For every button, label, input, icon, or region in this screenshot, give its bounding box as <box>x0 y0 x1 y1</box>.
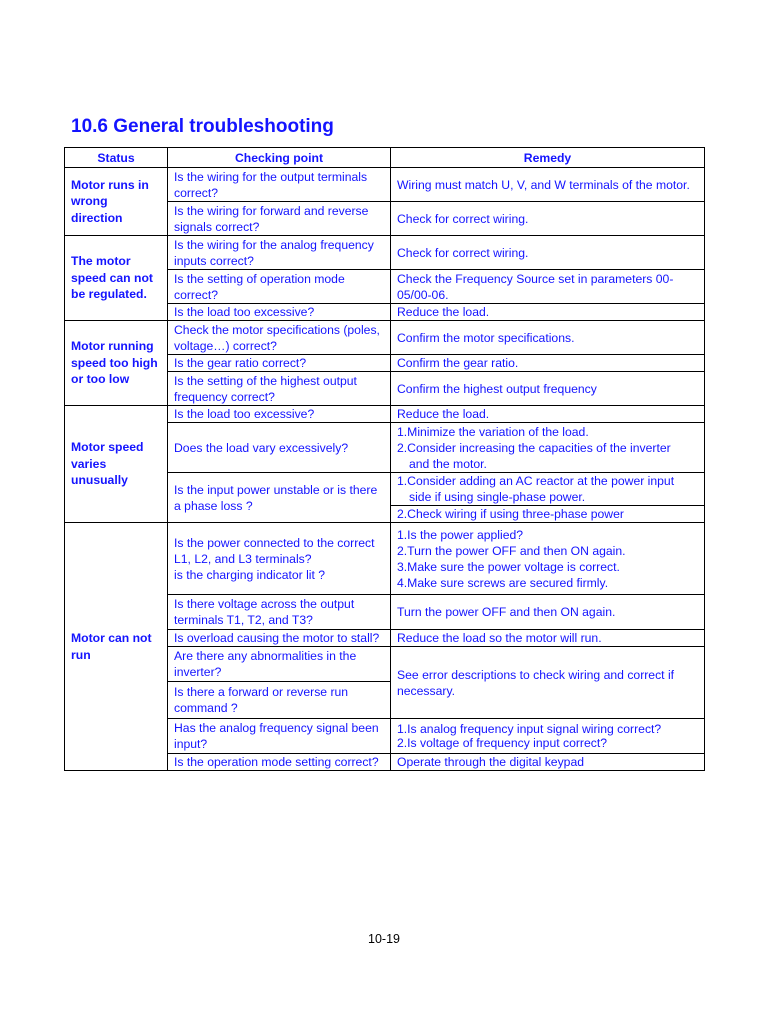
status-header: Status <box>65 148 168 168</box>
remedy-cell: Check the Frequency Source set in parameters 00-05/00-06. <box>391 270 705 304</box>
remedy-line: 1.Minimize the variation of the load. <box>397 424 589 439</box>
remedy-line: 3.Make sure the power voltage is correct. <box>397 559 620 574</box>
table-row <box>65 236 705 270</box>
checking-point-cell: Is the gear ratio correct? <box>168 355 391 372</box>
checking-point-cell: Is the load too excessive? <box>168 406 391 423</box>
remedy-header: Remedy <box>391 148 705 168</box>
checking-point-cell: Has the analog frequency signal been input? <box>168 719 391 754</box>
remedy-cell: Confirm the motor specifications. <box>391 321 705 355</box>
checking-point-cell: Are there any abnormalities in the inverter? <box>168 647 391 682</box>
remedy-cell <box>391 523 705 595</box>
checking-point-cell: Is the setting of operation mode correct? <box>168 270 391 304</box>
checking-point-cell: Is the load too excessive? <box>168 304 391 321</box>
remedy-cell: Operate through the digital keypad <box>391 754 705 771</box>
checking-point-cell: Is there a forward or reverse run command ? <box>168 682 391 719</box>
remedy-line: 1.Is analog frequency input signal wiring correct? <box>397 722 662 736</box>
remedy-line: 1.Is the power applied? <box>397 527 524 542</box>
checking-point-cell: Is the wiring for the analog frequency inputs correct? <box>168 236 391 270</box>
status-cell: Motor running speed too high or too low <box>65 321 168 406</box>
table-row <box>65 321 705 355</box>
remedy-cell <box>391 719 705 754</box>
check-line: L1, L2, and L3 terminals? <box>174 551 312 566</box>
remedy-cell: Confirm the gear ratio. <box>391 355 705 372</box>
remedy-cell: Confirm the highest output frequency <box>391 372 705 406</box>
remedy-cell: Reduce the load. <box>391 304 705 321</box>
check-line: Is the power connected to the correct <box>174 535 375 550</box>
status-cell: Motor runs in wrong direction <box>65 168 168 236</box>
table-row <box>65 523 705 595</box>
page-number: 10-19 <box>368 932 400 946</box>
remedy-cell: Check for correct wiring. <box>391 202 705 236</box>
status-cell: The motor speed can not be regulated. <box>65 236 168 321</box>
status-cell: Motor speed varies unusually <box>65 406 168 523</box>
remedy-cell: Reduce the load. <box>391 406 705 423</box>
checking-point-cell: Is overload causing the motor to stall? <box>168 630 391 647</box>
remedy-line: 4.Make sure screws are secured firmly. <box>397 575 609 590</box>
remedy-cell <box>391 423 705 473</box>
checking-point-cell <box>168 523 391 595</box>
remedy-cell: Reduce the load so the motor will run. <box>391 630 705 647</box>
remedy-line: 2.Is voltage of frequency input correct? <box>397 736 608 750</box>
remedy-line: side if using single-phase power. <box>409 490 586 504</box>
remedy-cell: Check for correct wiring. <box>391 236 705 270</box>
remedy-cell: 2.Check wiring if using three-phase power <box>391 506 705 523</box>
remedy-cell: See error descriptions to check wiring and correct if necessary. <box>391 647 705 719</box>
remedy-cell <box>391 473 705 506</box>
table-row <box>65 168 705 202</box>
checking-point-cell: Is the operation mode setting correct? <box>168 754 391 771</box>
checking-point-cell: Is there voltage across the output terminals T1, T2, and T3? <box>168 595 391 630</box>
checking-point-cell: Is the input power unstable or is there a phase loss ? <box>168 473 391 523</box>
troubleshooting-table <box>64 147 705 771</box>
checking-point-cell: Does the load vary excessively? <box>168 423 391 473</box>
checking-point-cell: Is the setting of the highest output frequency correct? <box>168 372 391 406</box>
check-line: is the charging indicator lit ? <box>174 567 326 582</box>
table-header-row <box>65 148 705 168</box>
status-cell: Motor can not run <box>65 523 168 771</box>
remedy-line: 2.Turn the power OFF and then ON again. <box>397 543 626 558</box>
table-row <box>65 406 705 423</box>
remedy-line: 1.Consider adding an AC reactor at the power input <box>397 474 675 488</box>
remedy-line: and the motor. <box>409 456 487 471</box>
checking-point-cell: Is the wiring for the output terminals correct? <box>168 168 391 202</box>
remedy-line: 2.Consider increasing the capacities of the inverter <box>397 440 671 455</box>
checking-point-cell: Check the motor specifications (poles, voltage…) correct? <box>168 321 391 355</box>
checking-point-cell: Is the wiring for forward and reverse signals correct? <box>168 202 391 236</box>
checking-point-header: Checking point <box>168 148 391 168</box>
section-title: 10.6 General troubleshooting <box>71 116 334 137</box>
remedy-cell: Wiring must match U, V, and W terminals of the motor. <box>391 168 705 202</box>
remedy-cell: Turn the power OFF and then ON again. <box>391 595 705 630</box>
